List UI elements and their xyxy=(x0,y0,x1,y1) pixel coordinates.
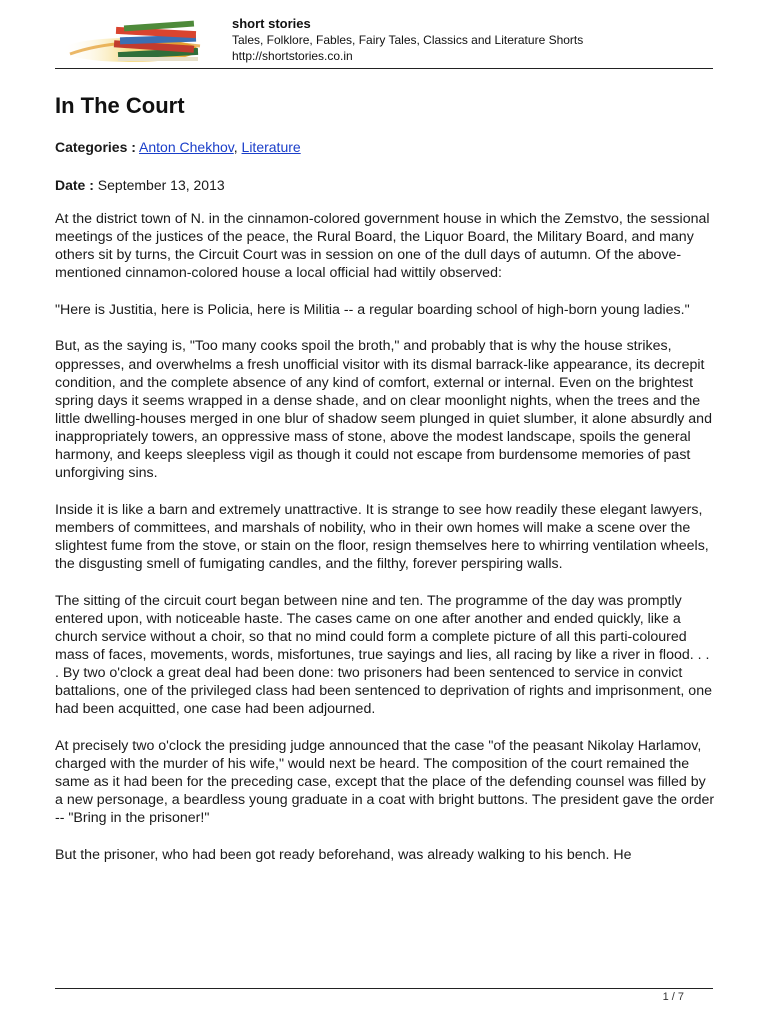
paragraph: At the district town of N. in the cinnamon-colored government house in which the Zemstvo, the sessional meetings of the justices of the peace, the Rural Board, the Liquor Board, the Military Board, and many others sit by turns, the Circuit Court was in session on one of the dull days of autumn. Of the above-mentioned cinnamon-colored house a local official had wittily observed: xyxy=(55,211,710,282)
paragraph: "Here is Justitia, here is Policia, here is Militia -- a regular boarding school of high-born young ladies." xyxy=(55,301,690,318)
header-divider xyxy=(55,68,713,69)
story-title: In The Court xyxy=(55,93,185,118)
category-link-literature[interactable]: Literature xyxy=(241,139,301,155)
paragraph: Inside it is like a barn and extremely unattractive. It is strange to see how readily these elegant lawyers, members of committees, and marshals of nobility, who in their own homes will make a scene over the slightest fume from the stove, or stain on the floor, resign themselves here to whirring ventilation wheels, the disgusting smell of fumigating candles, and the filthy, forever perspiring walls. xyxy=(55,501,709,572)
paragraph: At precisely two o'clock the presiding judge announced that the case "of the peasant Nikolay Harlamov, charged with the murder of his wife," would next be heard. The composition of the court remained the same as it had been for the preceding case, except that the place of the defending counsel was filled by a new personage, a beardless young graduate in a coat with bright buttons. The president gave the order -- "Bring in the prisoner!" xyxy=(55,737,715,827)
date-line xyxy=(55,177,225,193)
site-branding xyxy=(232,16,583,64)
footer-divider xyxy=(55,988,713,989)
category-link-anton-chekhov[interactable]: Anton Chekhov xyxy=(139,139,234,155)
page-number: 1 / 7 xyxy=(662,991,684,1003)
category-separator: , xyxy=(233,139,242,155)
book-stack-logo-icon xyxy=(60,16,220,66)
paragraph: But, as the saying is, "Too many cooks spoil the broth," and probably that is why the house strikes, oppresses, and overwhelms a fresh unofficial visitor with its dismal barrack-like appearance, its decrepit condition, and the complete absence of any kind of comfort, external or internal. Even on the brightest spring days it seems wrapped in a dense shade, and on clear moonlight nights, when the trees and the little dwelling-houses merged in one blur of shadow seem plunged in quiet slumber, it alone absurdly and inappropriately towers, an oppressive mass of stone, above the modest landscape, spoils the general harmony, and keeps sleepless vigil as though it could not escape from burdensome memories of past unforgiving sins. xyxy=(55,338,712,482)
site-title: short stories xyxy=(232,16,311,31)
story-body xyxy=(55,210,715,882)
categories-line xyxy=(55,139,301,155)
page-header xyxy=(0,0,768,70)
site-url: http://shortstories.co.in xyxy=(232,49,353,63)
date-label: Date : xyxy=(55,177,94,193)
publish-date: September 13, 2013 xyxy=(97,177,225,193)
paragraph: But the prisoner, who had been got ready beforehand, was already walking to his bench. He xyxy=(55,846,632,863)
categories-label: Categories : xyxy=(55,139,136,155)
paragraph: The sitting of the circuit court began between nine and ten. The programme of the day was promptly entered upon, with noticeable haste. The cases came on one after another and ended quickly, like a church service without a choir, so that no mind could form a complete picture of all this parti-coloured mass of faces, movements, words, misfortunes, true sayings and lies, all racing by like a river in flood. . . . By two o'clock a great deal had been done: two prisoners had been sentenced to service in convict battalions, one of the privileged class had been sentenced to deprivation of rights and imprisonment, one had been acquitted, one case had been adjourned. xyxy=(55,592,712,718)
site-tagline: Tales, Folklore, Fables, Fairy Tales, Classics and Literature Shorts xyxy=(232,33,584,47)
